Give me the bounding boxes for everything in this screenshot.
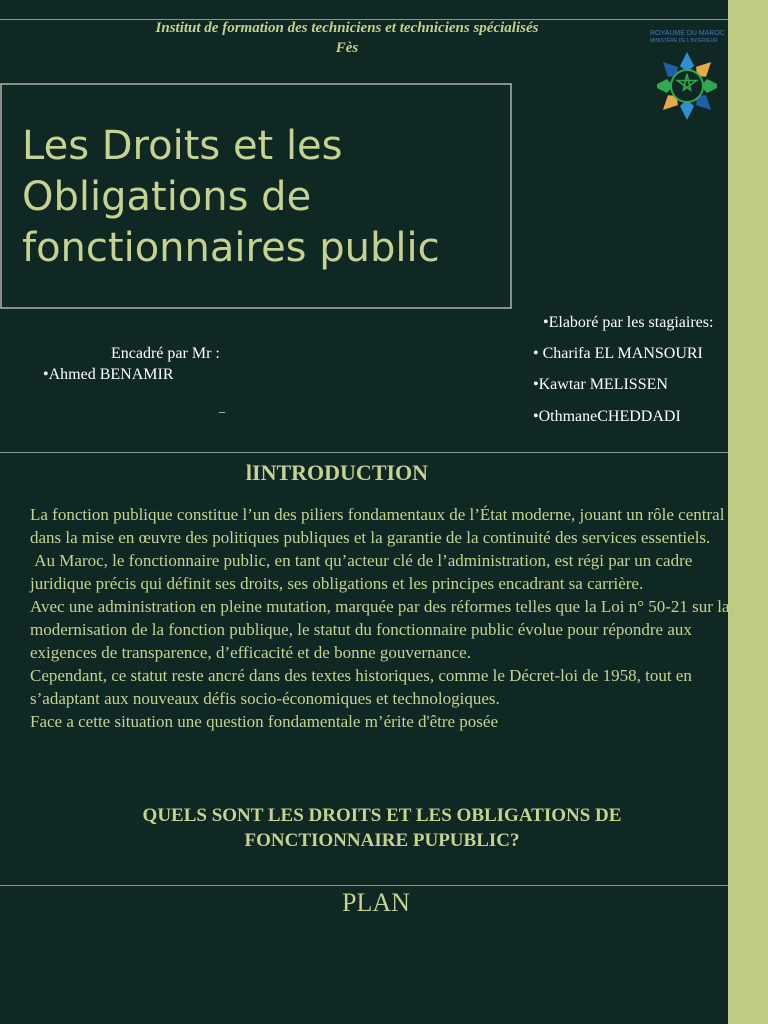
institute-city: Fès (335, 40, 359, 56)
question-line: QUELS SONT LES DROITS ET LES OBLIGATIONS DE (142, 805, 622, 826)
document-title (22, 121, 440, 274)
question-line: FONCTIONNAIRE PUPUBLIC? (244, 830, 520, 851)
intro-paragraph: Face a cette situation une question fondamentale m’érite d'être posée (30, 712, 499, 731)
logo-text-line2: MINISTÈRE DE L'INTÉRIEUR (650, 38, 718, 44)
author-name: • Charifa EL MANSOURI (533, 345, 703, 362)
intro-paragraph: Cependant, ce statut reste ancré dans des textes historiques, comme le Décret-loi de 1958, tout en s’adaptant aux nouveaux défis socio-économiques et technologiques. (30, 666, 697, 708)
introduction-heading: lINTRODUCTION (245, 460, 429, 485)
intro-divider (0, 452, 728, 453)
title-line: Les Droits et les (22, 123, 343, 169)
supervisor-name: •Ahmed BENAMIR (43, 366, 174, 383)
supervisor-mark: _ (219, 400, 225, 414)
ministry-logo (645, 30, 729, 125)
intro-paragraph: Avec une administration en pleine mutation, marquée par des réformes telles que la Loi n° 50-21 sur la modernisation de la fonction publique, le statut du fonctionnaire public évolue pour répondre aux exigences de transparence, d’efficacité et de bonne gouvernance. (30, 597, 734, 662)
author-name: •OthmaneCHEDDADI (533, 408, 681, 425)
author-name: •Kawtar MELISSEN (533, 376, 668, 393)
title-line: Obligations de (22, 174, 312, 220)
introduction-body (30, 503, 734, 733)
institute-name: Institut de formation des techniciens et techniciens spécialisés (155, 20, 539, 36)
plan-heading: PLAN (342, 888, 410, 917)
logo-text-line1: ROYAUME DU MAROC (650, 30, 725, 37)
title-line: fonctionnaires public (22, 225, 440, 271)
title-box (0, 83, 512, 309)
right-accent-bar (728, 0, 768, 1024)
authors-label: •Elaboré par les stagiaires: (543, 314, 714, 331)
research-question (30, 803, 734, 853)
plan-divider (0, 885, 728, 886)
institute-header (0, 18, 694, 58)
intro-paragraph: La fonction publique constitue l’un des piliers fondamentaux de l’État moderne, jouant un rôle central dans la mise en œuvre des politiques publiques et la garantie de la continuité des services essentiels. (30, 505, 729, 547)
intro-paragraph: Au Maroc, le fonctionnaire public, en tant qu’acteur clé de l’administration, est régi par un cadre juridique précis qui définit ses droits, ses obligations et les principes encadrant sa carrière. (30, 551, 697, 593)
supervisor-label: Encadré par Mr : (111, 345, 220, 362)
star-emblem-icon (657, 44, 717, 120)
